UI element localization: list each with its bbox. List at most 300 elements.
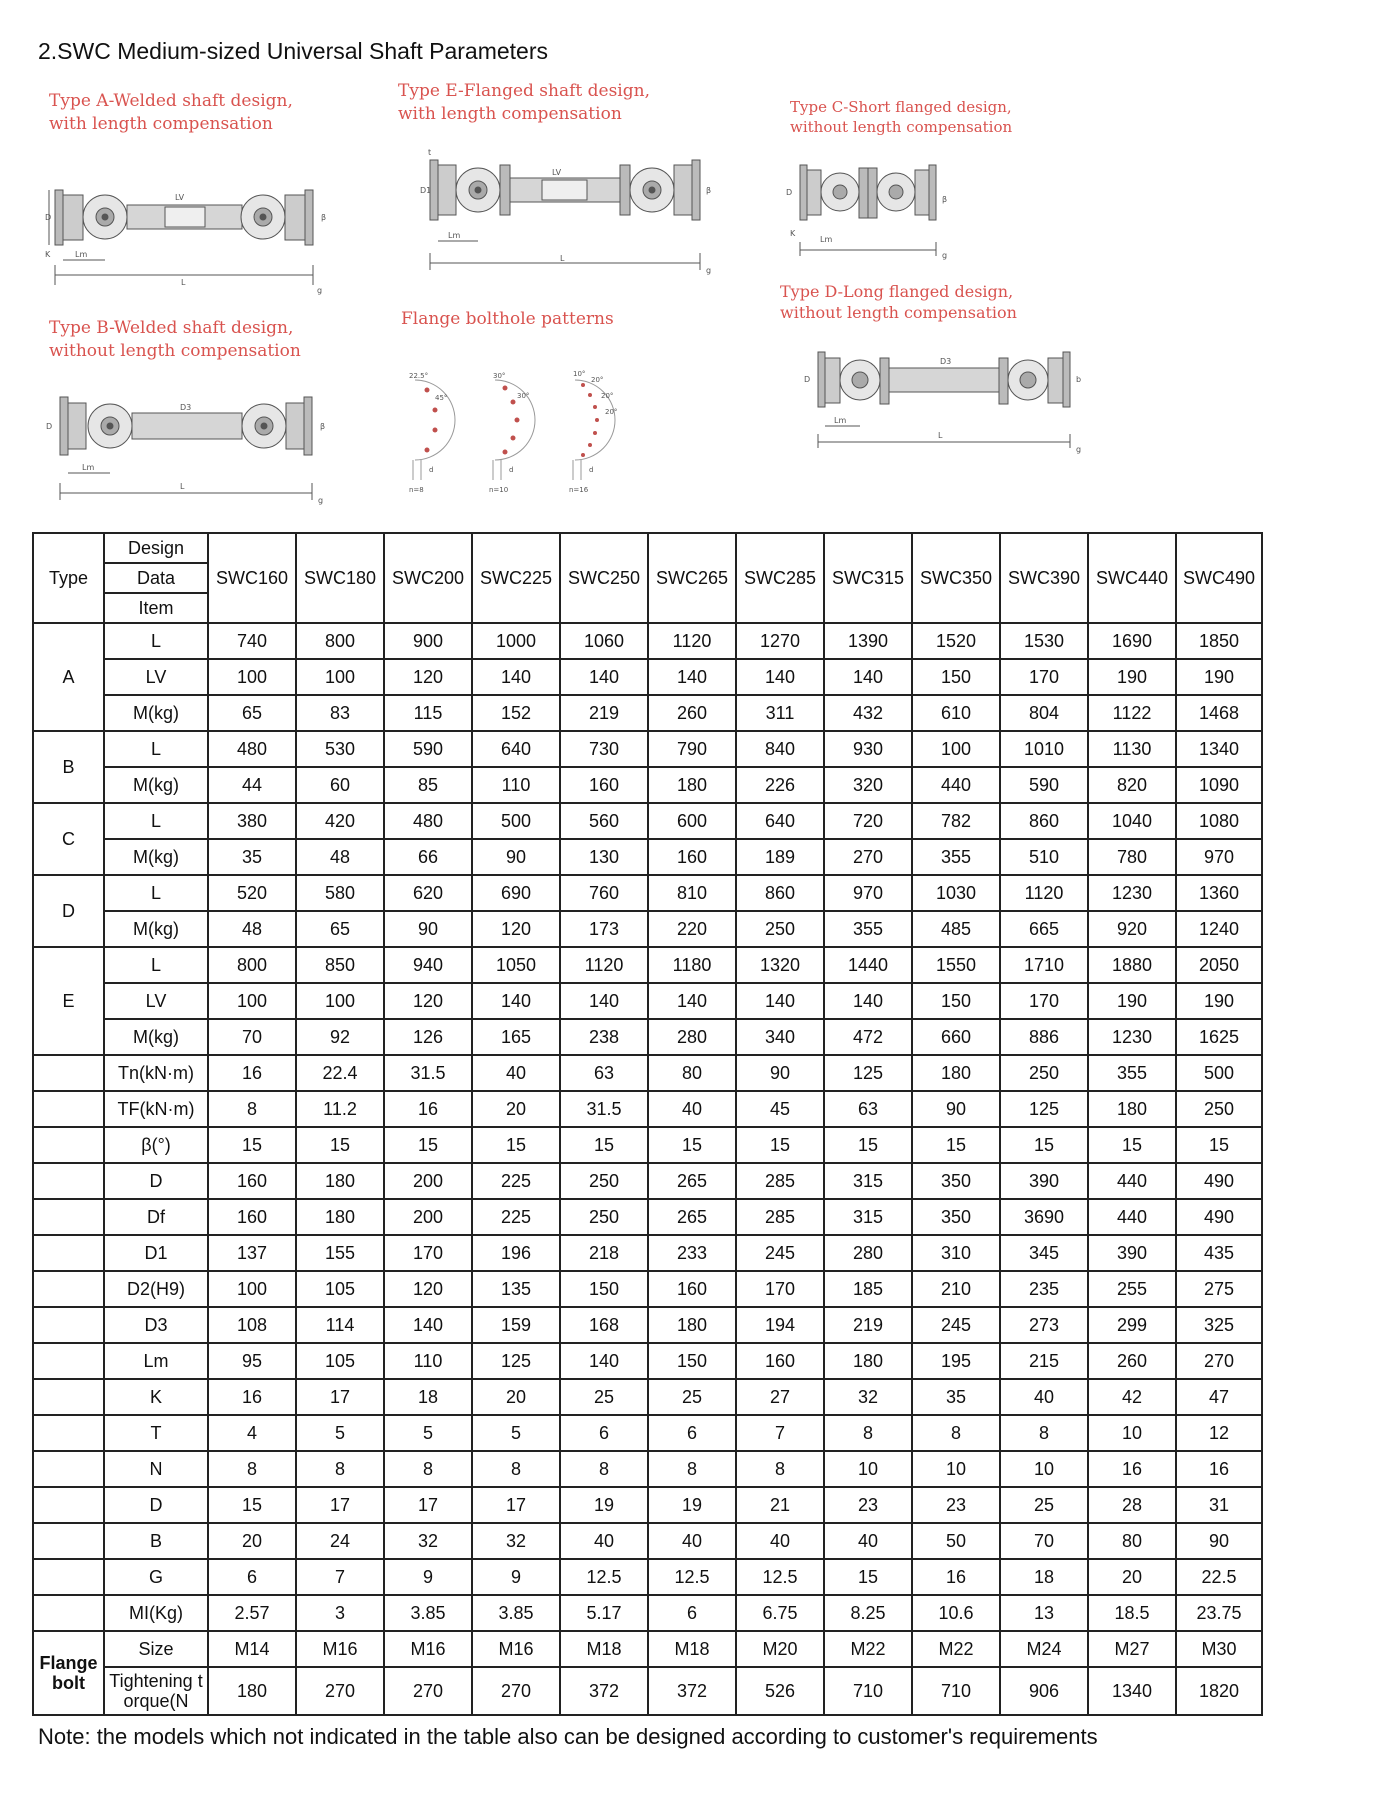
header-model: SWC315 (824, 533, 912, 623)
value-cell: 8 (736, 1451, 824, 1487)
value-cell: 530 (296, 731, 384, 767)
value-cell: 1440 (824, 947, 912, 983)
value-cell: 105 (296, 1343, 384, 1379)
value-cell: 168 (560, 1307, 648, 1343)
value-cell: 80 (1088, 1523, 1176, 1559)
value-cell: 590 (1000, 767, 1088, 803)
value-cell: 640 (472, 731, 560, 767)
value-cell: 44 (208, 767, 296, 803)
value-cell: 25 (560, 1379, 648, 1415)
dim-Lm: Lm (820, 235, 833, 244)
value-cell: 1080 (1176, 803, 1262, 839)
value-cell: 114 (296, 1307, 384, 1343)
value-cell: 125 (472, 1343, 560, 1379)
value-cell: 40 (560, 1523, 648, 1559)
value-cell: 3690 (1000, 1199, 1088, 1235)
value-cell: 18 (384, 1379, 472, 1415)
value-cell: 125 (824, 1055, 912, 1091)
value-cell: 160 (648, 1271, 736, 1307)
item-cell: M(kg) (104, 695, 208, 731)
value-cell: 160 (648, 839, 736, 875)
value-cell: 20 (472, 1091, 560, 1127)
value-cell: 610 (912, 695, 1000, 731)
value-cell: 12 (1176, 1415, 1262, 1451)
value-cell: 480 (208, 731, 296, 767)
dim-LV: LV (552, 168, 562, 177)
page-title: 2.SWC Medium-sized Universal Shaft Parameters (38, 38, 548, 64)
value-cell: 15 (208, 1127, 296, 1163)
value-cell: 270 (472, 1667, 560, 1715)
value-cell: 140 (472, 659, 560, 695)
value-cell: 25 (1000, 1487, 1088, 1523)
value-cell: 195 (912, 1343, 1000, 1379)
value-cell: 1230 (1088, 1019, 1176, 1055)
type-cell: B (33, 731, 104, 803)
value-cell: 18 (1000, 1559, 1088, 1595)
value-cell: 100 (296, 659, 384, 695)
header-model: SWC225 (472, 533, 560, 623)
value-cell: 190 (1088, 983, 1176, 1019)
value-cell: 115 (384, 695, 472, 731)
value-cell: 440 (1088, 1199, 1176, 1235)
value-cell: 15 (208, 1487, 296, 1523)
value-cell: 90 (736, 1055, 824, 1091)
value-cell: 15 (648, 1127, 736, 1163)
value-cell: 48 (296, 839, 384, 875)
value-cell: 15 (472, 1127, 560, 1163)
value-cell: 159 (472, 1307, 560, 1343)
type-cell-empty (33, 1487, 104, 1523)
value-cell: 200 (384, 1163, 472, 1199)
angle-20-a: 20° (591, 376, 604, 384)
value-cell: 820 (1088, 767, 1176, 803)
value-cell: 218 (560, 1235, 648, 1271)
value-cell: 245 (912, 1307, 1000, 1343)
item-cell: M(kg) (104, 911, 208, 947)
angle-10: 10° (573, 370, 586, 378)
table-row (33, 767, 1262, 803)
value-cell: 350 (912, 1199, 1000, 1235)
dim-L: L (938, 431, 943, 440)
value-cell: 31 (1176, 1487, 1262, 1523)
value-cell: 170 (736, 1271, 824, 1307)
value-cell: 6 (648, 1415, 736, 1451)
header-data: Data (104, 563, 208, 593)
value-cell: 180 (912, 1055, 1000, 1091)
value-cell: 440 (912, 767, 1000, 803)
value-cell: 22.5 (1176, 1559, 1262, 1595)
type-cell-empty (33, 1523, 104, 1559)
type-b-drawing (40, 385, 340, 505)
value-cell: 150 (560, 1271, 648, 1307)
table-row (33, 839, 1262, 875)
value-cell: M16 (384, 1631, 472, 1667)
value-cell: 32 (824, 1379, 912, 1415)
item-cell: B (104, 1523, 208, 1559)
value-cell: 245 (736, 1235, 824, 1271)
value-cell: 285 (736, 1163, 824, 1199)
item-cell: L (104, 947, 208, 983)
dim-g: g (942, 251, 948, 260)
value-cell: 100 (208, 983, 296, 1019)
value-cell: 120 (384, 983, 472, 1019)
item-cell: Tn(kN·m) (104, 1055, 208, 1091)
dim-LV: LV (175, 193, 185, 202)
dim-D3: D3 (180, 403, 192, 412)
value-cell: 23.75 (1176, 1595, 1262, 1631)
value-cell: 10 (1000, 1451, 1088, 1487)
dim-K: K (790, 229, 796, 238)
value-cell: 690 (472, 875, 560, 911)
value-cell: 15 (1088, 1127, 1176, 1163)
value-cell: 6 (648, 1595, 736, 1631)
value-cell: 23 (912, 1487, 1000, 1523)
value-cell: 850 (296, 947, 384, 983)
value-cell: 225 (472, 1163, 560, 1199)
value-cell: 170 (1000, 659, 1088, 695)
value-cell: 1120 (1000, 875, 1088, 911)
type-cell-empty (33, 1451, 104, 1487)
value-cell: 270 (296, 1667, 384, 1715)
value-cell: 590 (384, 731, 472, 767)
table-row (33, 1631, 1262, 1667)
type-cell-empty (33, 1199, 104, 1235)
value-cell: 108 (208, 1307, 296, 1343)
header-model: SWC200 (384, 533, 472, 623)
value-cell: 1340 (1088, 1667, 1176, 1715)
value-cell: 8 (1000, 1415, 1088, 1451)
type-cell-empty (33, 1127, 104, 1163)
value-cell: 310 (912, 1235, 1000, 1271)
header-type: Type (33, 533, 104, 623)
value-cell: 270 (1176, 1343, 1262, 1379)
value-cell: 170 (1000, 983, 1088, 1019)
value-cell: 110 (472, 767, 560, 803)
table-row (33, 659, 1262, 695)
value-cell: 180 (208, 1667, 296, 1715)
value-cell: 8 (208, 1451, 296, 1487)
value-cell: 140 (560, 983, 648, 1019)
table-row (33, 1199, 1262, 1235)
table-row (33, 1055, 1262, 1091)
value-cell: 226 (736, 767, 824, 803)
value-cell: 9 (384, 1559, 472, 1595)
value-cell: 12.5 (736, 1559, 824, 1595)
table-row (33, 1379, 1262, 1415)
value-cell: 194 (736, 1307, 824, 1343)
value-cell: 8 (824, 1415, 912, 1451)
value-cell: 900 (384, 623, 472, 659)
value-cell: 233 (648, 1235, 736, 1271)
value-cell: 50 (912, 1523, 1000, 1559)
value-cell: 804 (1000, 695, 1088, 731)
value-cell: 83 (296, 695, 384, 731)
value-cell: 140 (472, 983, 560, 1019)
item-cell: β(°) (104, 1127, 208, 1163)
value-cell: 270 (824, 839, 912, 875)
dim-D3: D3 (940, 357, 952, 366)
value-cell: 6 (208, 1559, 296, 1595)
value-cell: 320 (824, 767, 912, 803)
header-design: Design (104, 533, 208, 563)
type-cell-empty (33, 1379, 104, 1415)
value-cell: 80 (648, 1055, 736, 1091)
table-row (33, 1523, 1262, 1559)
dim-t: t (428, 148, 432, 157)
value-cell: 355 (1088, 1055, 1176, 1091)
header-model: SWC265 (648, 533, 736, 623)
value-cell: 390 (1088, 1235, 1176, 1271)
value-cell: 152 (472, 695, 560, 731)
table-row (33, 803, 1262, 839)
table-row (33, 983, 1262, 1019)
value-cell: 219 (560, 695, 648, 731)
item-cell: M(kg) (104, 767, 208, 803)
type-cell-empty (33, 1055, 104, 1091)
dim-g: g (706, 266, 712, 275)
value-cell: 906 (1000, 1667, 1088, 1715)
angle-20-b: 20° (601, 392, 614, 400)
value-cell: 10 (912, 1451, 1000, 1487)
angle-22-5: 22.5° (409, 372, 429, 380)
dim-d-1: d (429, 466, 434, 474)
value-cell: 180 (1088, 1091, 1176, 1127)
value-cell: 27 (736, 1379, 824, 1415)
item-cell: MI(Kg) (104, 1595, 208, 1631)
item-cell: D2(H9) (104, 1271, 208, 1307)
value-cell: 940 (384, 947, 472, 983)
table-row (33, 1595, 1262, 1631)
value-cell: 110 (384, 1343, 472, 1379)
value-cell: 90 (472, 839, 560, 875)
value-cell: 219 (824, 1307, 912, 1343)
value-cell: 640 (736, 803, 824, 839)
value-cell: M18 (560, 1631, 648, 1667)
header-model: SWC160 (208, 533, 296, 623)
type-cell-empty (33, 1307, 104, 1343)
dim-Lm: Lm (82, 463, 95, 472)
value-cell: 1130 (1088, 731, 1176, 767)
value-cell: 23 (824, 1487, 912, 1523)
value-cell: 65 (296, 911, 384, 947)
value-cell: 17 (296, 1379, 384, 1415)
value-cell: 92 (296, 1019, 384, 1055)
value-cell: 10.6 (912, 1595, 1000, 1631)
value-cell: 90 (1176, 1523, 1262, 1559)
value-cell: 19 (560, 1487, 648, 1523)
value-cell: 380 (208, 803, 296, 839)
value-cell: 70 (1000, 1523, 1088, 1559)
type-cell: E (33, 947, 104, 1055)
angle-30-a: 30° (493, 372, 506, 380)
value-cell: 140 (560, 1343, 648, 1379)
value-cell: 1880 (1088, 947, 1176, 983)
type-e-drawing (402, 145, 732, 275)
value-cell: 435 (1176, 1235, 1262, 1271)
value-cell: 840 (736, 731, 824, 767)
type-a-drawing (45, 165, 345, 300)
value-cell: 10 (1088, 1415, 1176, 1451)
value-cell: 16 (1176, 1451, 1262, 1487)
dim-D1: D1 (420, 186, 432, 195)
value-cell: 42 (1088, 1379, 1176, 1415)
angle-30-b: 30° (517, 392, 530, 400)
value-cell: 160 (736, 1343, 824, 1379)
value-cell: 70 (208, 1019, 296, 1055)
item-cell: Size (104, 1631, 208, 1667)
value-cell: 15 (736, 1127, 824, 1163)
header-model: SWC250 (560, 533, 648, 623)
table-row (33, 1307, 1262, 1343)
dim-b: b (1076, 375, 1082, 384)
value-cell: 17 (472, 1487, 560, 1523)
value-cell: 9 (472, 1559, 560, 1595)
value-cell: 120 (472, 911, 560, 947)
value-cell: 660 (912, 1019, 1000, 1055)
type-cell-empty (33, 1235, 104, 1271)
value-cell: 5 (472, 1415, 560, 1451)
footnote: Note: the models which not indicated in the table also can be designed according to customer's requirements (38, 1724, 1098, 1749)
dim-K: K (45, 250, 51, 259)
value-cell: 260 (648, 695, 736, 731)
type-cell-empty (33, 1091, 104, 1127)
table-row (33, 1487, 1262, 1523)
value-cell: 90 (384, 911, 472, 947)
table-row (33, 1271, 1262, 1307)
value-cell: 355 (912, 839, 1000, 875)
value-cell: 220 (648, 911, 736, 947)
item-cell: L (104, 731, 208, 767)
value-cell: 3.85 (472, 1595, 560, 1631)
value-cell: 520 (208, 875, 296, 911)
value-cell: 1040 (1088, 803, 1176, 839)
value-cell: 120 (384, 1271, 472, 1307)
value-cell: 225 (472, 1199, 560, 1235)
type-cell-empty (33, 1415, 104, 1451)
dim-d-3: d (589, 466, 594, 474)
dim-D: D (786, 188, 793, 197)
value-cell: 1240 (1176, 911, 1262, 947)
value-cell: 4 (208, 1415, 296, 1451)
item-cell: L (104, 803, 208, 839)
value-cell: 12.5 (560, 1559, 648, 1595)
value-cell: 140 (560, 659, 648, 695)
item-cell: M(kg) (104, 1019, 208, 1055)
value-cell: 6 (560, 1415, 648, 1451)
item-cell: L (104, 623, 208, 659)
value-cell: 40 (1000, 1379, 1088, 1415)
value-cell: 16 (912, 1559, 1000, 1595)
value-cell: 19 (648, 1487, 736, 1523)
dim-L: L (181, 278, 186, 287)
value-cell: 1050 (472, 947, 560, 983)
dim-d-2: d (509, 466, 514, 474)
header-model: SWC490 (1176, 533, 1262, 623)
value-cell: 16 (208, 1379, 296, 1415)
value-cell: 1850 (1176, 623, 1262, 659)
value-cell: 265 (648, 1199, 736, 1235)
value-cell: 7 (296, 1559, 384, 1595)
type-e-caption: Type E-Flanged shaft design, with length compensation (398, 81, 650, 124)
value-cell: 250 (1000, 1055, 1088, 1091)
value-cell: 1060 (560, 623, 648, 659)
value-cell: 28 (1088, 1487, 1176, 1523)
value-cell: 12.5 (648, 1559, 736, 1595)
dim-g: g (318, 496, 324, 505)
value-cell: 970 (824, 875, 912, 911)
value-cell: 860 (736, 875, 824, 911)
value-cell: 315 (824, 1199, 912, 1235)
value-cell: 125 (1000, 1091, 1088, 1127)
value-cell: 255 (1088, 1271, 1176, 1307)
table-row (33, 695, 1262, 731)
value-cell: 35 (208, 839, 296, 875)
value-cell: 500 (472, 803, 560, 839)
value-cell: 782 (912, 803, 1000, 839)
value-cell: 270 (384, 1667, 472, 1715)
value-cell: 490 (1176, 1163, 1262, 1199)
type-cell: A (33, 623, 104, 731)
value-cell: 1180 (648, 947, 736, 983)
value-cell: 13 (1000, 1595, 1088, 1631)
value-cell: 2.57 (208, 1595, 296, 1631)
value-cell: 32 (384, 1523, 472, 1559)
value-cell: 130 (560, 839, 648, 875)
value-cell: 250 (1176, 1091, 1262, 1127)
value-cell: 16 (384, 1091, 472, 1127)
table-row (33, 875, 1262, 911)
dim-D: D (45, 213, 52, 222)
value-cell: 63 (560, 1055, 648, 1091)
dim-g: g (1076, 445, 1082, 454)
value-cell: 31.5 (560, 1091, 648, 1127)
value-cell: 8.25 (824, 1595, 912, 1631)
value-cell: 1340 (1176, 731, 1262, 767)
value-cell: 10 (824, 1451, 912, 1487)
value-cell: 15 (384, 1127, 472, 1163)
dim-L: L (560, 254, 565, 263)
table-row (33, 1415, 1262, 1451)
value-cell: 1122 (1088, 695, 1176, 731)
value-cell: 390 (1000, 1163, 1088, 1199)
flange-caption: Flange bolthole patterns (401, 309, 614, 329)
value-cell: 100 (208, 1271, 296, 1307)
type-cell: D (33, 875, 104, 947)
type-cell-empty (33, 1271, 104, 1307)
type-b-caption: Type B-Welded shaft design, without length compensation (49, 318, 301, 361)
value-cell: 510 (1000, 839, 1088, 875)
value-cell: 210 (912, 1271, 1000, 1307)
value-cell: 2050 (1176, 947, 1262, 983)
value-cell: 45 (736, 1091, 824, 1127)
table-row (33, 1559, 1262, 1595)
item-cell: T (104, 1415, 208, 1451)
value-cell: 196 (472, 1235, 560, 1271)
value-cell: 180 (648, 767, 736, 803)
angle-45: 45° (435, 394, 448, 402)
header-model: SWC285 (736, 533, 824, 623)
flange-patterns-drawing (405, 370, 645, 495)
value-cell: 15 (824, 1559, 912, 1595)
value-cell: M27 (1088, 1631, 1176, 1667)
value-cell: 1550 (912, 947, 1000, 983)
value-cell: 8 (296, 1451, 384, 1487)
value-cell: 25 (648, 1379, 736, 1415)
value-cell: M22 (912, 1631, 1000, 1667)
item-cell: TF(kN·m) (104, 1091, 208, 1127)
value-cell: 18.5 (1088, 1595, 1176, 1631)
value-cell: 15 (296, 1127, 384, 1163)
